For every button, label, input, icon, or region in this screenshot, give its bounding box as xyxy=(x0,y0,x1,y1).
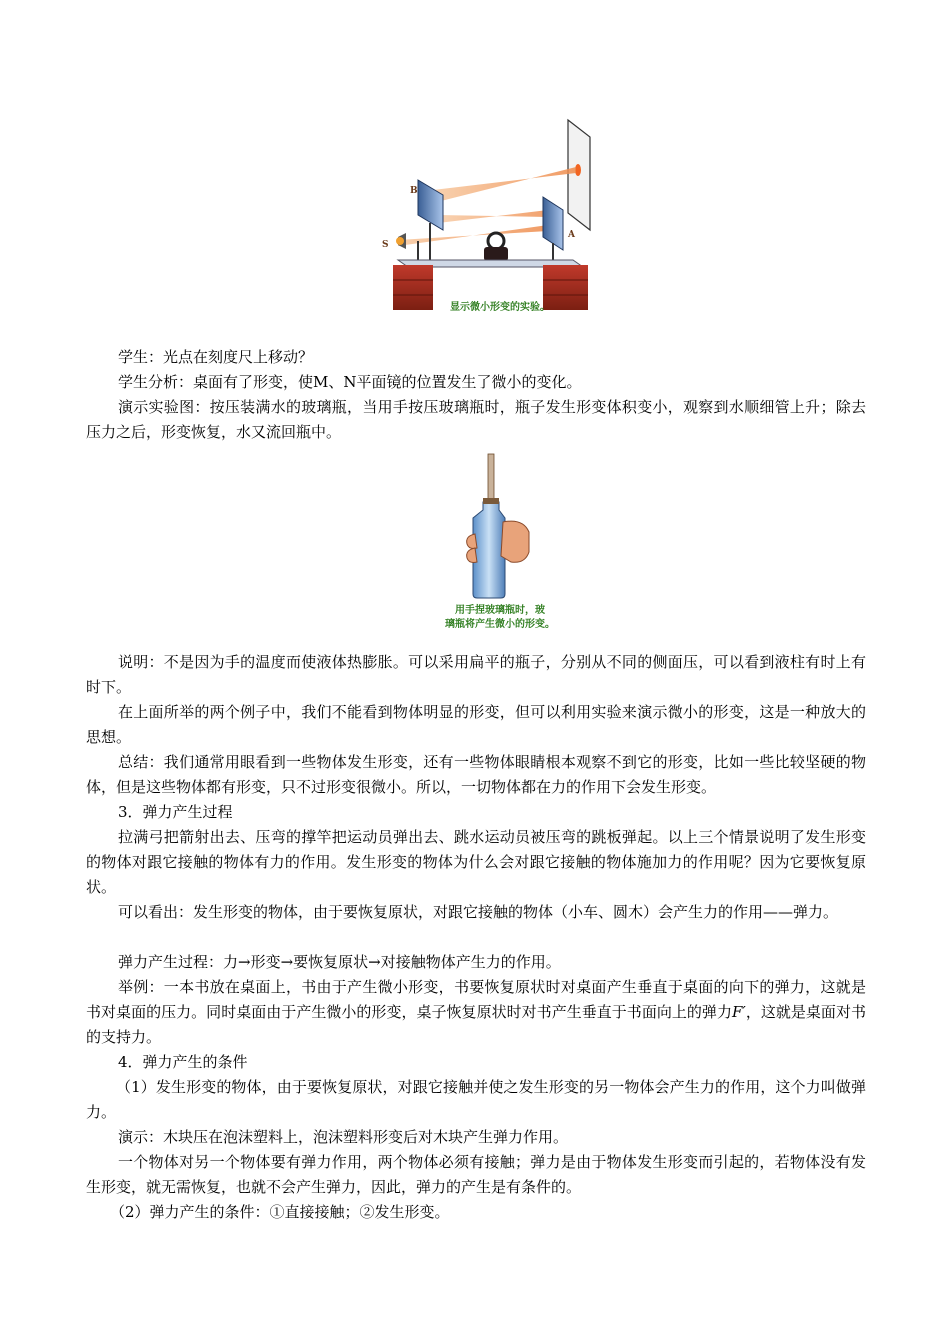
heading-section-4: 4．弹力产生的条件 xyxy=(118,1053,248,1071)
label-s: S xyxy=(382,240,389,250)
mirror-experiment-figure xyxy=(378,115,598,315)
paragraph-contact-requirement: 一个物体对另一个物体要有弹力作用，两个物体必须有接触；弹力是由于物体发生形变而引起的，若物体没有发生形变，就无需恢复，也就不会产生弹力，因此，弹力的产生是有条件的。 xyxy=(86,1153,866,1196)
bottle-squeeze-illustration xyxy=(455,452,545,602)
book-example-text: 举例：一本书放在桌面上，书由于产生微小形变，书要恢复原状时对桌面产生垂直于桌面的向下的弹力，这就是书对桌面的压力。同时桌面由于产生微小的形变，桌子恢复原状时对书产生垂直于书面向上的弹力 xyxy=(86,978,866,1021)
heading-section-3: 3．弹力产生过程 xyxy=(118,803,233,821)
paragraph-process: 弹力产生过程：力→形变→要恢复原状→对接触物体产生力的作用。 xyxy=(118,953,561,971)
paragraph-summary: 总结：我们通常用眼看到一些物体发生形变，还有一些物体眼睛根本观察不到它的形变，比如一些比较坚硬的物体，但是这些物体都有形变，只不过形变很微小。所以，一切物体都在力的作用下会发生形变。 xyxy=(86,753,866,796)
label-b: B xyxy=(410,186,418,196)
paragraph-demo-figure: 演示实验图：按压装满水的玻璃瓶，当用手按压玻璃瓶时，瓶子发生形变体积变小，观察到水顺细管上升；除去压力之后，形变恢复，水又流回瓶中。 xyxy=(86,398,866,441)
figure2-caption-line1: 用手捏玻璃瓶时，玻 xyxy=(455,605,545,616)
figure2-caption-line2: 璃瓶将产生微小的形变。 xyxy=(445,619,555,630)
paragraph-student-question: 学生：光点在刻度尺上移动？ xyxy=(118,348,314,366)
label-a: A xyxy=(568,230,575,240)
paragraph-condition-1: （1）发生形变的物体，由于要恢复原状，对跟它接触并使之发生形变的另一物体会产生力的作用，这个力叫做弹力。 xyxy=(86,1078,866,1121)
force-symbol: F′ xyxy=(731,1003,746,1021)
mirror-experiment-illustration xyxy=(378,115,598,315)
paragraph-explanation: 说明：不是因为手的温度而使液体热膨胀。可以采用扁平的瓶子，分别从不同的侧面压，可以看到液柱有时上有时下。 xyxy=(86,653,866,696)
paragraph-student-analysis: 学生分析：桌面有了形变，使M、N平面镜的位置发生了微小的变化。 xyxy=(118,373,582,391)
paragraph-can-see: 可以看出：发生形变的物体，由于要恢复原状，对跟它接触的物体（小车、圆木）会产生力的作用——弹力。 xyxy=(118,903,839,921)
book-example-end: ，这就是桌面对书的支持力。 xyxy=(86,1003,866,1046)
figure1-caption: 显示微小形变的实验。 xyxy=(450,302,550,313)
paragraph-bow-example: 拉满弓把箭射出去、压弯的撑竿把运动员弹出去、跳水运动员被压弯的跳板弹起。以上三个情景说明了发生形变的物体对跟它接触的物体有力的作用。发生形变的物体为什么会对跟它接触的物体施加力的作用呢？因为它要恢复原状。 xyxy=(86,828,866,896)
paragraph-amplification: 在上面所举的两个例子中，我们不能看到物体明显的形变，但可以利用实验来演示微小的形变，这是一种放大的思想。 xyxy=(86,703,866,746)
paragraph-book-example xyxy=(86,975,866,1050)
paragraph-demo-foam: 演示：木块压在泡沫塑料上，泡沫塑料形变后对木块产生弹力作用。 xyxy=(118,1128,569,1146)
paragraph-condition-2: （2）弹力产生的条件：①直接接触；②发生形变。 xyxy=(110,1203,450,1221)
bottle-squeeze-figure xyxy=(455,452,545,602)
